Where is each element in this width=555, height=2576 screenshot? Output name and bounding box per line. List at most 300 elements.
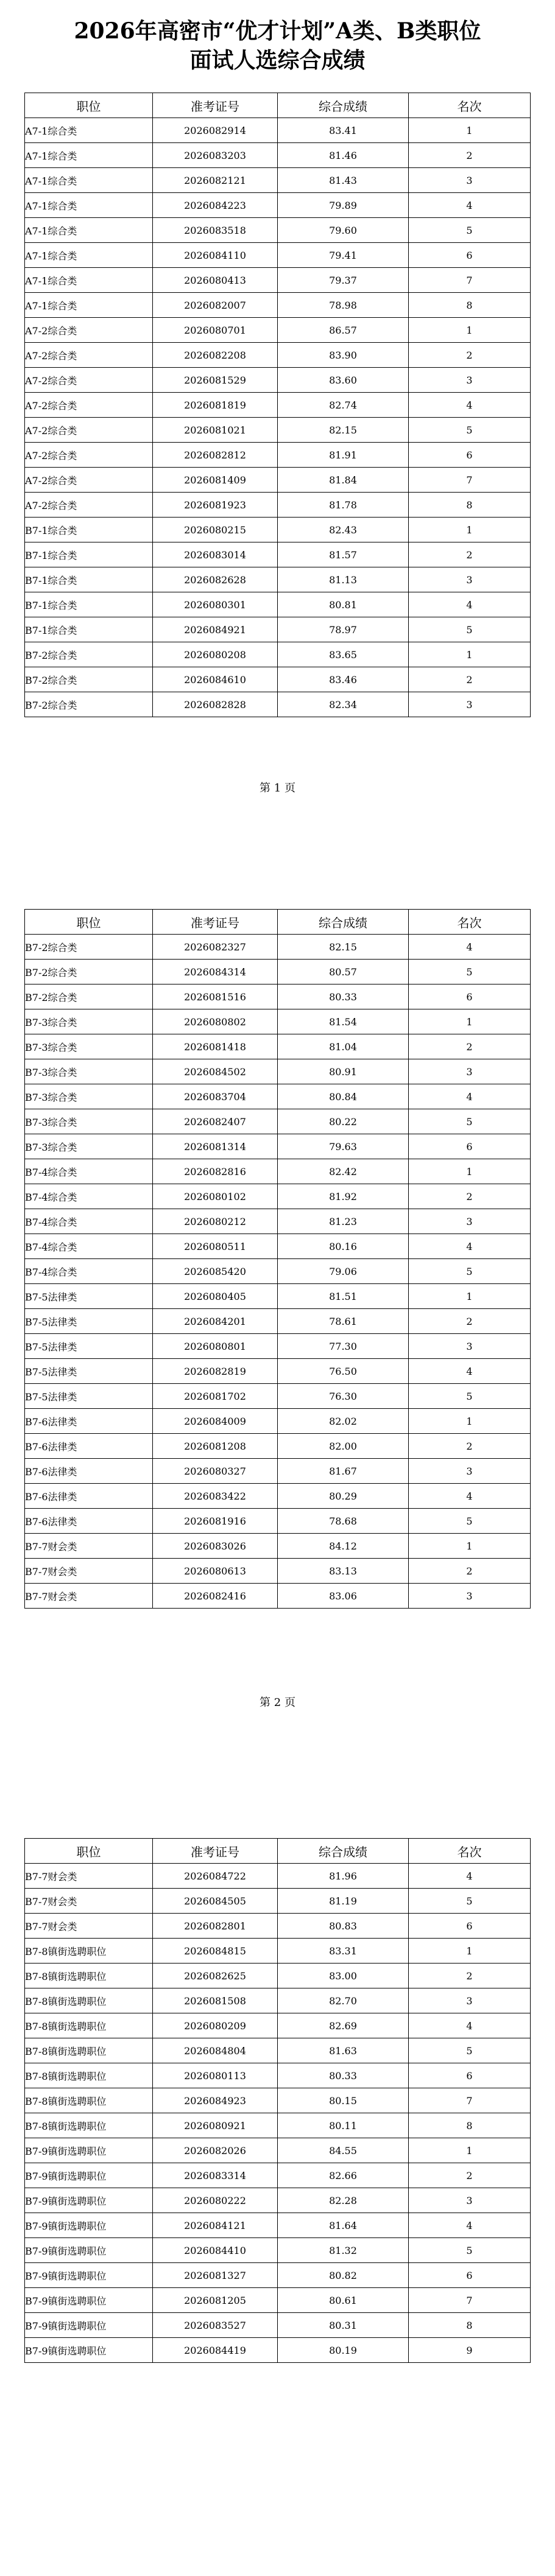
score-cell: 80.19: [278, 2338, 409, 2363]
results-table-page-2: [24, 909, 531, 1609]
exam-id-cell: 2026084121: [153, 2213, 278, 2238]
position-cell: B7-1综合类: [25, 617, 153, 642]
score-cell: 83.31: [278, 1939, 409, 1964]
position-cell: B7-6法律类: [25, 1459, 153, 1484]
score-cell: 80.33: [278, 984, 409, 1009]
table-row: [25, 984, 531, 1009]
position-cell: A7-1综合类: [25, 168, 153, 193]
table-row: [25, 1534, 531, 1559]
table-row: [25, 1559, 531, 1584]
exam-id-cell: 2026081819: [153, 393, 278, 418]
exam-id-cell: 2026080113: [153, 2063, 278, 2088]
position-cell: B7-9镇街选聘职位: [25, 2313, 153, 2338]
score-cell: 78.61: [278, 1309, 409, 1334]
score-cell: 82.15: [278, 418, 409, 443]
exam-id-cell: 2026084815: [153, 1939, 278, 1964]
rank-cell: 1: [409, 318, 531, 343]
table-row: [25, 493, 531, 518]
table-row: [25, 1864, 531, 1889]
score-cell: 81.63: [278, 2038, 409, 2063]
position-cell: A7-2综合类: [25, 468, 153, 493]
table-row: [25, 468, 531, 493]
table-row: [25, 1409, 531, 1434]
rank-cell: 3: [409, 1459, 531, 1484]
rank-cell: 4: [409, 193, 531, 218]
table-row: [25, 1084, 531, 1109]
table-row: [25, 143, 531, 168]
rank-cell: 2: [409, 1964, 531, 1988]
rank-cell: 4: [409, 1484, 531, 1509]
exam-id-cell: 2026080921: [153, 2113, 278, 2138]
exam-id-cell: 2026081516: [153, 984, 278, 1009]
score-cell: 82.02: [278, 1409, 409, 1434]
rank-cell: 1: [409, 1159, 531, 1184]
rank-cell: 5: [409, 418, 531, 443]
rank-cell: 3: [409, 1059, 531, 1084]
exam-id-cell: 2026081314: [153, 1134, 278, 1159]
rank-cell: 4: [409, 1234, 531, 1259]
exam-id-cell: 2026084502: [153, 1059, 278, 1084]
score-cell: 83.60: [278, 368, 409, 393]
rank-cell: 1: [409, 1284, 531, 1309]
exam-id-cell: 2026081529: [153, 368, 278, 393]
rank-cell: 4: [409, 1864, 531, 1889]
rank-cell: 5: [409, 1509, 531, 1534]
exam-id-cell: 2026081418: [153, 1034, 278, 1059]
score-cell: 79.37: [278, 268, 409, 293]
exam-id-cell: 2026084110: [153, 243, 278, 268]
position-cell: B7-4综合类: [25, 1234, 153, 1259]
score-cell: 81.54: [278, 1009, 409, 1034]
rank-cell: 6: [409, 2263, 531, 2288]
table-row: [25, 1384, 531, 1409]
score-cell: 78.98: [278, 293, 409, 318]
table-row: [25, 2288, 531, 2313]
exam-id-cell: 2026084921: [153, 617, 278, 642]
position-cell: B7-6法律类: [25, 1409, 153, 1434]
rank-cell: 5: [409, 960, 531, 984]
rank-cell: 2: [409, 667, 531, 692]
table-row: [25, 1509, 531, 1534]
table-row: [25, 1914, 531, 1939]
table-row: [25, 1459, 531, 1484]
table-row: [25, 1484, 531, 1509]
position-cell: B7-1综合类: [25, 592, 153, 617]
score-cell: 82.34: [278, 692, 409, 717]
score-cell: 81.46: [278, 143, 409, 168]
header-position: 职位: [25, 1839, 153, 1864]
position-cell: B7-6法律类: [25, 1484, 153, 1509]
table-row: [25, 960, 531, 984]
header-rank: 名次: [409, 1839, 531, 1864]
exam-id-cell: 2026082914: [153, 118, 278, 143]
score-cell: 81.04: [278, 1034, 409, 1059]
rank-cell: 3: [409, 168, 531, 193]
score-cell: 81.67: [278, 1459, 409, 1484]
position-cell: B7-7财会类: [25, 1864, 153, 1889]
table-row: [25, 2038, 531, 2063]
table-row: [25, 518, 531, 542]
exam-id-cell: 2026084410: [153, 2238, 278, 2263]
table-row: [25, 293, 531, 318]
exam-id-cell: 2026081923: [153, 493, 278, 518]
rank-cell: 5: [409, 2038, 531, 2063]
rank-cell: 2: [409, 1034, 531, 1059]
score-cell: 79.06: [278, 1259, 409, 1284]
header-score: 综合成绩: [278, 1839, 409, 1864]
exam-id-cell: 2026085420: [153, 1259, 278, 1284]
score-cell: 82.69: [278, 2013, 409, 2038]
position-cell: B7-9镇街选聘职位: [25, 2138, 153, 2163]
table-row: [25, 318, 531, 343]
position-cell: B7-7财会类: [25, 1914, 153, 1939]
score-cell: 82.15: [278, 935, 409, 960]
position-cell: B7-1综合类: [25, 542, 153, 567]
table-row: [25, 2163, 531, 2188]
score-cell: 81.96: [278, 1864, 409, 1889]
rank-cell: 1: [409, 1009, 531, 1034]
rank-cell: 2: [409, 1434, 531, 1459]
rank-cell: 4: [409, 2213, 531, 2238]
table-row: [25, 1584, 531, 1609]
table-row: [25, 243, 531, 268]
position-cell: A7-1综合类: [25, 143, 153, 168]
table-row: [25, 2013, 531, 2038]
exam-id-cell: 2026080215: [153, 518, 278, 542]
position-cell: B7-3综合类: [25, 1059, 153, 1084]
exam-id-cell: 2026082407: [153, 1109, 278, 1134]
table-row: [25, 2138, 531, 2163]
rank-cell: 5: [409, 218, 531, 243]
table-row: [25, 1964, 531, 1988]
rank-cell: 6: [409, 984, 531, 1009]
rank-cell: 2: [409, 1559, 531, 1584]
position-cell: A7-2综合类: [25, 493, 153, 518]
exam-id-cell: 2026083422: [153, 1484, 278, 1509]
exam-id-cell: 2026081327: [153, 2263, 278, 2288]
position-cell: B7-8镇街选聘职位: [25, 2088, 153, 2113]
exam-id-cell: 2026083704: [153, 1084, 278, 1109]
exam-id-cell: 2026082801: [153, 1914, 278, 1939]
rank-cell: 8: [409, 2313, 531, 2338]
score-cell: 80.22: [278, 1109, 409, 1134]
exam-id-cell: 2026080208: [153, 642, 278, 667]
score-cell: 79.63: [278, 1134, 409, 1159]
rank-cell: 9: [409, 2338, 531, 2363]
position-cell: B7-9镇街选聘职位: [25, 2263, 153, 2288]
rank-cell: 4: [409, 592, 531, 617]
header-exam-id: 准考证号: [153, 1839, 278, 1864]
score-cell: 78.68: [278, 1509, 409, 1534]
score-cell: 84.12: [278, 1534, 409, 1559]
exam-id-cell: 2026084722: [153, 1864, 278, 1889]
exam-id-cell: 2026081021: [153, 418, 278, 443]
page-footer-1: 第 1 页: [260, 782, 295, 795]
position-cell: B7-1综合类: [25, 518, 153, 542]
exam-id-cell: 2026080102: [153, 1184, 278, 1209]
score-cell: 84.55: [278, 2138, 409, 2163]
position-cell: B7-5法律类: [25, 1334, 153, 1359]
score-cell: 80.82: [278, 2263, 409, 2288]
rank-cell: 2: [409, 1309, 531, 1334]
exam-id-cell: 2026081409: [153, 468, 278, 493]
exam-id-cell: 2026084009: [153, 1409, 278, 1434]
position-cell: B7-5法律类: [25, 1359, 153, 1384]
table-row: [25, 2113, 531, 2138]
score-cell: 77.30: [278, 1334, 409, 1359]
score-cell: 82.74: [278, 393, 409, 418]
rank-cell: 1: [409, 518, 531, 542]
rank-cell: 2: [409, 2163, 531, 2188]
rank-cell: 3: [409, 1209, 531, 1234]
rank-cell: 6: [409, 443, 531, 468]
exam-id-cell: 2026080327: [153, 1459, 278, 1484]
exam-id-cell: 2026084610: [153, 667, 278, 692]
exam-id-cell: 2026084201: [153, 1309, 278, 1334]
exam-id-cell: 2026082208: [153, 343, 278, 368]
position-cell: A7-1综合类: [25, 268, 153, 293]
position-cell: A7-2综合类: [25, 343, 153, 368]
score-cell: 81.51: [278, 1284, 409, 1309]
header-exam-id: 准考证号: [153, 93, 278, 118]
exam-id-cell: 2026081916: [153, 1509, 278, 1534]
exam-id-cell: 2026084314: [153, 960, 278, 984]
score-cell: 81.43: [278, 168, 409, 193]
score-cell: 80.15: [278, 2088, 409, 2113]
rank-cell: 4: [409, 1084, 531, 1109]
exam-id-cell: 2026083314: [153, 2163, 278, 2188]
table-row: [25, 1889, 531, 1914]
rank-cell: 8: [409, 2113, 531, 2138]
score-cell: 81.92: [278, 1184, 409, 1209]
rank-cell: 4: [409, 1359, 531, 1384]
position-cell: B7-8镇街选聘职位: [25, 2113, 153, 2138]
score-cell: 82.66: [278, 2163, 409, 2188]
rank-cell: 1: [409, 1939, 531, 1964]
position-cell: B7-1综合类: [25, 567, 153, 592]
header-rank: 名次: [409, 910, 531, 935]
rank-cell: 1: [409, 1534, 531, 1559]
exam-id-cell: 2026083527: [153, 2313, 278, 2338]
rank-cell: 2: [409, 343, 531, 368]
score-cell: 83.41: [278, 118, 409, 143]
exam-id-cell: 2026082819: [153, 1359, 278, 1384]
position-cell: A7-1综合类: [25, 118, 153, 143]
header-exam-id: 准考证号: [153, 910, 278, 935]
position-cell: B7-6法律类: [25, 1509, 153, 1534]
rank-cell: 4: [409, 2013, 531, 2038]
exam-id-cell: 2026080209: [153, 2013, 278, 2038]
exam-id-cell: 2026084223: [153, 193, 278, 218]
position-cell: B7-3综合类: [25, 1109, 153, 1134]
score-cell: 80.29: [278, 1484, 409, 1509]
exam-id-cell: 2026080511: [153, 1234, 278, 1259]
score-cell: 81.57: [278, 542, 409, 567]
position-cell: B7-9镇街选聘职位: [25, 2188, 153, 2213]
table-row: [25, 368, 531, 393]
rank-cell: 5: [409, 1259, 531, 1284]
score-cell: 83.13: [278, 1559, 409, 1584]
rank-cell: 3: [409, 1584, 531, 1609]
exam-id-cell: 2026081508: [153, 1988, 278, 2013]
table-row: [25, 2313, 531, 2338]
position-cell: A7-2综合类: [25, 368, 153, 393]
rank-cell: 7: [409, 268, 531, 293]
position-cell: B7-5法律类: [25, 1384, 153, 1409]
table-row: [25, 592, 531, 617]
exam-id-cell: 2026081702: [153, 1384, 278, 1409]
page-footer-2: 第 2 页: [260, 1696, 295, 1709]
exam-id-cell: 2026080801: [153, 1334, 278, 1359]
rank-cell: 6: [409, 243, 531, 268]
exam-id-cell: 2026082628: [153, 567, 278, 592]
rank-cell: 5: [409, 2238, 531, 2263]
table-row: [25, 1134, 531, 1159]
position-cell: B7-8镇街选聘职位: [25, 2013, 153, 2038]
rank-cell: 3: [409, 1334, 531, 1359]
table-row: [25, 935, 531, 960]
score-cell: 76.30: [278, 1384, 409, 1409]
table-row: [25, 1159, 531, 1184]
rank-cell: 6: [409, 1134, 531, 1159]
exam-id-cell: 2026080212: [153, 1209, 278, 1234]
position-cell: B7-6法律类: [25, 1434, 153, 1459]
position-cell: A7-1综合类: [25, 218, 153, 243]
exam-id-cell: 2026081208: [153, 1434, 278, 1459]
position-cell: B7-9镇街选聘职位: [25, 2238, 153, 2263]
table-row: [25, 218, 531, 243]
score-cell: 83.65: [278, 642, 409, 667]
position-cell: B7-4综合类: [25, 1209, 153, 1234]
position-cell: A7-2综合类: [25, 393, 153, 418]
position-cell: B7-8镇街选聘职位: [25, 1939, 153, 1964]
position-cell: B7-9镇街选聘职位: [25, 2338, 153, 2363]
position-cell: B7-5法律类: [25, 1284, 153, 1309]
position-cell: B7-4综合类: [25, 1259, 153, 1284]
score-cell: 80.83: [278, 1914, 409, 1939]
exam-id-cell: 2026084505: [153, 1889, 278, 1914]
position-cell: B7-4综合类: [25, 1184, 153, 1209]
table-row: [25, 1259, 531, 1284]
rank-cell: 4: [409, 393, 531, 418]
table-row: [25, 1334, 531, 1359]
position-cell: B7-2综合类: [25, 692, 153, 717]
position-cell: B7-9镇街选聘职位: [25, 2213, 153, 2238]
rank-cell: 1: [409, 2138, 531, 2163]
rank-cell: 7: [409, 2288, 531, 2313]
table-row: [25, 1284, 531, 1309]
table-header-row: [25, 1839, 531, 1864]
position-cell: B7-3综合类: [25, 1009, 153, 1034]
score-cell: 81.91: [278, 443, 409, 468]
exam-id-cell: 2026082625: [153, 1964, 278, 1988]
score-cell: 82.42: [278, 1159, 409, 1184]
exam-id-cell: 2026082121: [153, 168, 278, 193]
exam-id-cell: 2026082026: [153, 2138, 278, 2163]
rank-cell: 6: [409, 2063, 531, 2088]
score-cell: 81.78: [278, 493, 409, 518]
rank-cell: 2: [409, 143, 531, 168]
table-row: [25, 1234, 531, 1259]
score-cell: 80.91: [278, 1059, 409, 1084]
score-cell: 79.60: [278, 218, 409, 243]
score-cell: 81.23: [278, 1209, 409, 1234]
score-cell: 79.41: [278, 243, 409, 268]
table-row: [25, 567, 531, 592]
table-row: [25, 443, 531, 468]
rank-cell: 5: [409, 1384, 531, 1409]
score-cell: 82.28: [278, 2188, 409, 2213]
table-row: [25, 268, 531, 293]
score-cell: 81.32: [278, 2238, 409, 2263]
position-cell: B7-2综合类: [25, 984, 153, 1009]
table-row: [25, 2213, 531, 2238]
exam-id-cell: 2026083026: [153, 1534, 278, 1559]
position-cell: B7-8镇街选聘职位: [25, 2063, 153, 2088]
rank-cell: 3: [409, 1988, 531, 2013]
position-cell: B7-3综合类: [25, 1034, 153, 1059]
rank-cell: 5: [409, 1889, 531, 1914]
rank-cell: 3: [409, 567, 531, 592]
table-row: [25, 2238, 531, 2263]
rank-cell: 8: [409, 493, 531, 518]
rank-cell: 5: [409, 617, 531, 642]
position-cell: B7-7财会类: [25, 1534, 153, 1559]
position-cell: A7-1综合类: [25, 243, 153, 268]
header-position: 职位: [25, 93, 153, 118]
table-header-row: [25, 93, 531, 118]
position-cell: B7-8镇街选聘职位: [25, 1988, 153, 2013]
table-row: [25, 2063, 531, 2088]
table-row: [25, 393, 531, 418]
score-cell: 82.43: [278, 518, 409, 542]
exam-id-cell: 2026080413: [153, 268, 278, 293]
exam-id-cell: 2026083014: [153, 542, 278, 567]
rank-cell: 6: [409, 1914, 531, 1939]
score-cell: 83.06: [278, 1584, 409, 1609]
position-cell: B7-8镇街选聘职位: [25, 1964, 153, 1988]
header-score: 综合成绩: [278, 93, 409, 118]
score-cell: 80.33: [278, 2063, 409, 2088]
table-row: [25, 1309, 531, 1334]
table-row: [25, 118, 531, 143]
position-cell: B7-9镇街选聘职位: [25, 2288, 153, 2313]
position-cell: A7-2综合类: [25, 318, 153, 343]
position-cell: A7-2综合类: [25, 443, 153, 468]
table-row: [25, 1109, 531, 1134]
score-cell: 81.84: [278, 468, 409, 493]
table-header-row: [25, 910, 531, 935]
exam-id-cell: 2026084419: [153, 2338, 278, 2363]
rank-cell: 1: [409, 1409, 531, 1434]
position-cell: B7-7财会类: [25, 1889, 153, 1914]
position-cell: A7-2综合类: [25, 418, 153, 443]
exam-id-cell: 2026082007: [153, 293, 278, 318]
position-cell: B7-7财会类: [25, 1584, 153, 1609]
position-cell: A7-1综合类: [25, 193, 153, 218]
exam-id-cell: 2026080701: [153, 318, 278, 343]
position-cell: B7-9镇街选聘职位: [25, 2163, 153, 2188]
score-cell: 78.97: [278, 617, 409, 642]
table-row: [25, 1059, 531, 1084]
rank-cell: 2: [409, 542, 531, 567]
exam-id-cell: 2026083203: [153, 143, 278, 168]
rank-cell: 3: [409, 692, 531, 717]
score-cell: 80.61: [278, 2288, 409, 2313]
rank-cell: 4: [409, 935, 531, 960]
table-row: [25, 1434, 531, 1459]
table-row: [25, 2188, 531, 2213]
